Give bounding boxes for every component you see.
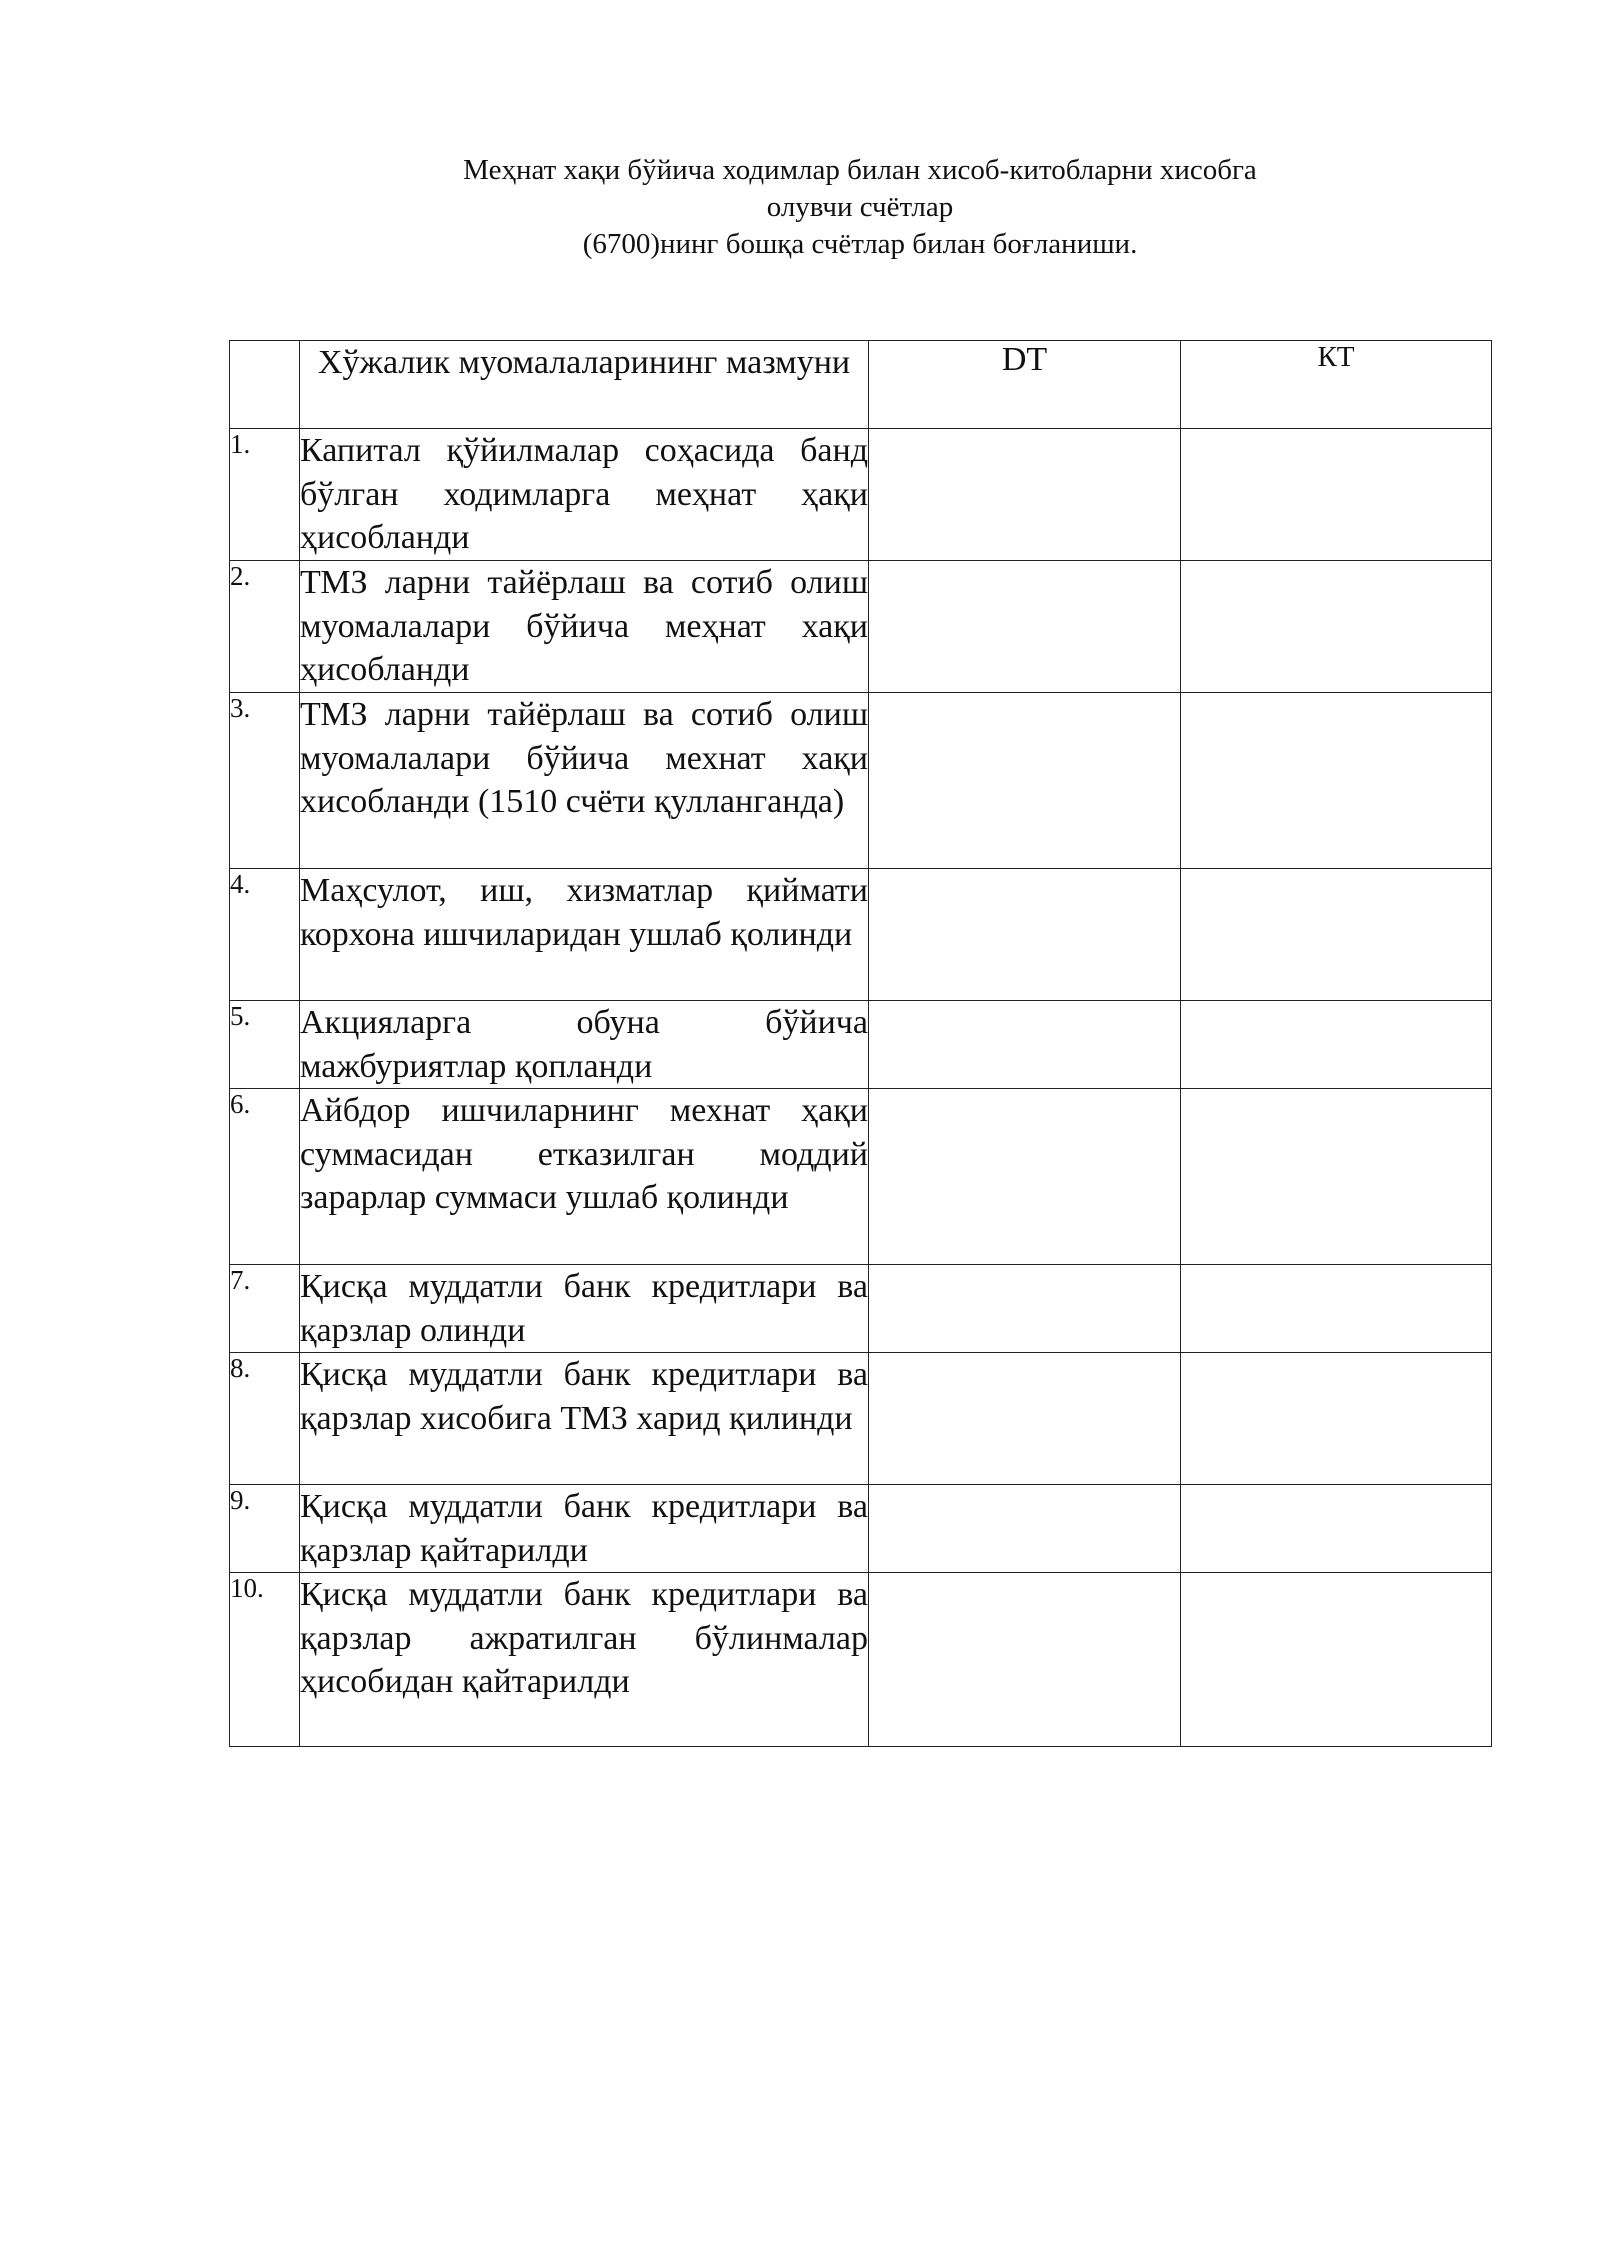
row-debit-cell xyxy=(869,1089,1181,1265)
row-description: Маҳсулот, иш, хизматлар қиймати корхона ишчиларидан ушлаб қолинди xyxy=(300,869,869,1001)
row-credit-cell xyxy=(1181,1089,1492,1265)
header-description-cell: Хўжалик муомалаларининг мазмуни xyxy=(300,341,869,429)
header-debit-cell: DT xyxy=(869,341,1181,429)
table-row xyxy=(230,429,1492,561)
row-description: ТМЗ ларни тайёрлаш ва сотиб олиш муомалалари бўйича мехнат хақи хисобланди (1510 счёти қулланганда) xyxy=(300,693,869,869)
table-row xyxy=(230,1353,1492,1485)
row-credit-cell xyxy=(1181,1485,1492,1573)
row-number: 5. xyxy=(230,1001,300,1089)
table-row xyxy=(230,1265,1492,1353)
row-description: Қисқа муддатли банк кредитлари ва қарзлар хисобига ТМЗ харид қилинди xyxy=(300,1353,869,1485)
row-debit-cell xyxy=(869,1265,1181,1353)
table-row xyxy=(230,1573,1492,1747)
row-debit-cell xyxy=(869,869,1181,1001)
row-credit-cell xyxy=(1181,1573,1492,1747)
row-number: 3. xyxy=(230,693,300,869)
title-line-2: олувчи счётлар xyxy=(766,191,954,223)
table-row xyxy=(230,1089,1492,1265)
row-number: 4. xyxy=(230,869,300,1001)
row-credit-cell xyxy=(1181,693,1492,869)
row-debit-cell xyxy=(869,693,1181,869)
row-number: 2. xyxy=(230,561,300,693)
row-credit-cell xyxy=(1181,1265,1492,1353)
header-credit-cell: КТ xyxy=(1181,341,1492,429)
table-header-row xyxy=(230,341,1492,429)
row-debit-cell xyxy=(869,1353,1181,1485)
row-debit-cell xyxy=(869,1001,1181,1089)
row-credit-cell xyxy=(1181,1001,1492,1089)
row-number: 7. xyxy=(230,1265,300,1353)
row-description: ТМЗ ларни тайёрлаш ва сотиб олиш муомалалари бўйича меҳнат хақи ҳисобланди xyxy=(300,561,869,693)
header-number-cell xyxy=(230,341,300,429)
row-number: 8. xyxy=(230,1353,300,1485)
row-description: Қисқа муддатли банк кредитлари ва қарзлар ажратилган бўлинмалар ҳисобидан қайтарилди xyxy=(300,1573,869,1747)
row-number: 9. xyxy=(230,1485,300,1573)
table-row xyxy=(230,1001,1492,1089)
row-description: Акцияларга обуна бўйича мажбуриятлар қопланди xyxy=(300,1001,869,1089)
row-number: 6. xyxy=(230,1089,300,1265)
row-description: Капитал қўйилмалар соҳасида банд бўлган ходимларга меҳнат ҳақи ҳисобланди xyxy=(300,429,869,561)
table-row xyxy=(230,1485,1492,1573)
row-debit-cell xyxy=(869,561,1181,693)
row-number: 10. xyxy=(230,1573,300,1747)
row-credit-cell xyxy=(1181,429,1492,561)
row-credit-cell xyxy=(1181,869,1492,1001)
row-description: Қисқа муддатли банк кредитлари ва қарзлар олинди xyxy=(300,1265,869,1353)
title-line-1: Меҳнат хақи бўйича ходимлар билан хисоб-китобларни хисобга xyxy=(463,154,1257,186)
table-row xyxy=(230,561,1492,693)
row-description: Қисқа муддатли банк кредитлари ва қарзлар қайтарилди xyxy=(300,1485,869,1573)
row-number: 1. xyxy=(230,429,300,561)
accounting-entries-table xyxy=(229,340,1492,1747)
row-description: Айбдор ишчиларнинг мехнат ҳақи суммасидан етказилган моддий зарарлар суммаси ушлаб қолинди xyxy=(300,1089,869,1265)
row-debit-cell xyxy=(869,1485,1181,1573)
title-line-3: (6700)нинг бошқа счётлар билан боғланиши. xyxy=(582,228,1138,260)
table-row xyxy=(230,869,1492,1001)
table-row xyxy=(230,693,1492,869)
row-debit-cell xyxy=(869,1573,1181,1747)
document-title xyxy=(350,152,1370,263)
row-debit-cell xyxy=(869,429,1181,561)
row-credit-cell xyxy=(1181,561,1492,693)
row-credit-cell xyxy=(1181,1353,1492,1485)
